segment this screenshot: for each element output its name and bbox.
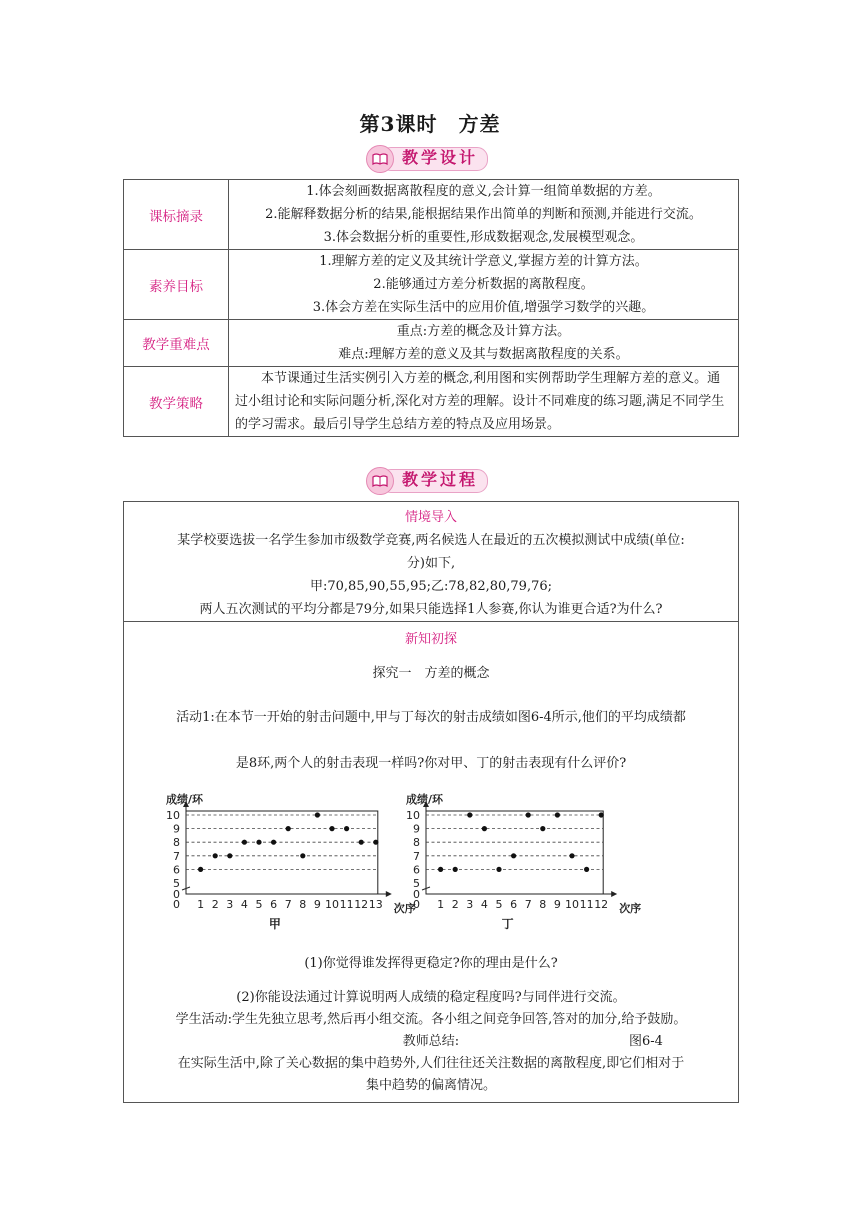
- y-tick-label: 10: [166, 809, 180, 822]
- data-point: [453, 867, 458, 872]
- data-point: [213, 853, 218, 858]
- explore-subheading: 探究一 方差的概念: [372, 666, 490, 681]
- y-tick-label: 5: [173, 877, 180, 890]
- data-point: [511, 853, 516, 858]
- teacher-summary-label: 教师总结:: [402, 1034, 460, 1049]
- chart-ding: [398, 789, 642, 941]
- student-activity: 学生活动:学生先独立思考,然后再小组交流。各小组之间竞争回答,答对的加分,给予鼓励。: [175, 1012, 687, 1027]
- question-1: (1)你觉得谁发挥得更稳定?你的理由是什么?: [304, 956, 558, 971]
- x-tick-label: 2: [451, 898, 459, 911]
- text-line: 3.体会数据分析的重要性,形成数据观念,发展模型观念。: [323, 230, 644, 245]
- text-line: 3.体会方差在实际生活中的应用价值,增强学习数学的兴趣。: [312, 300, 655, 315]
- summary-text: 集中趋势的偏离情况。: [365, 1078, 496, 1093]
- x-tick-label: 13: [368, 898, 383, 911]
- chart-jia: [158, 789, 416, 941]
- row-header-keypoints: 教学重难点: [124, 320, 229, 367]
- explore-heading: 新知初探: [404, 632, 457, 647]
- x-tick-label: 7: [284, 898, 292, 911]
- y-tick-label: 10: [406, 809, 420, 822]
- data-point: [286, 826, 291, 831]
- x-tick-label: 10: [325, 898, 339, 911]
- x-tick-label: 9: [553, 898, 561, 911]
- data-point: [555, 812, 560, 817]
- data-point: [344, 826, 349, 831]
- banner-label: 教学设计: [402, 148, 479, 167]
- data-point: [467, 812, 472, 817]
- banner-label: 教学过程: [402, 470, 479, 489]
- intro-heading: 情境导入: [404, 510, 457, 525]
- x-axis-label: 次序: [619, 902, 642, 915]
- y-tick-label: 0: [173, 888, 180, 901]
- data-point: [329, 826, 334, 831]
- x-tick-label: 4: [240, 898, 248, 911]
- x-tick-label: 8: [299, 898, 307, 911]
- text-line: 2.能解释数据分析的结果,能根据结果作出简单的判断和预测,并能进行交流。: [265, 207, 702, 222]
- data-point: [569, 853, 574, 858]
- chart-title: 丁: [501, 917, 514, 931]
- x-tick-label: 9: [313, 898, 321, 911]
- strategy-content: 本节课通过生活实例引入方差的概念,利用图和实例帮助学生理解方差的意义。通过小组讨论和实际问题分析,深化对方差的理解。设计不同难度的练习题,满足不同学生的学习需求。最后引导学生总结方差的特点及应用场景。: [229, 367, 739, 437]
- text-line: 1.体会刻画数据离散程度的意义,会计算一组简单数据的方差。: [306, 184, 661, 199]
- row-header-goals: 素养目标: [124, 250, 229, 320]
- x-tick-label: 5: [255, 898, 263, 911]
- data-point: [599, 812, 604, 817]
- data-point: [256, 840, 261, 845]
- activity-text: 活动1:在本节一开始的射击问题中,甲与丁每次的射击成绩如图6-4所示,他们的平均成绩都: [176, 710, 686, 725]
- x-axis-arrow: [386, 891, 392, 897]
- table-row: [124, 250, 739, 320]
- chart-jia-svg: [158, 789, 416, 937]
- y-tick-label: 7: [413, 849, 420, 863]
- intro-question: 两人五次测试的平均分都是79分,如果只能选择1人参赛,你认为谁更合适?为什么?: [199, 602, 663, 617]
- question-2: (2)你能设法通过计算说明两人成绩的稳定程度吗?与同伴进行交流。: [236, 990, 626, 1005]
- x-tick-label: 5: [495, 898, 503, 911]
- activity-text: 是8环,两个人的射击表现一样吗?你对甲、丁的射击表现有什么评价?: [235, 756, 627, 771]
- row-header-standards: 课标摘录: [124, 180, 229, 250]
- x-tick-label: 6: [510, 898, 518, 911]
- figure-caption: 图6-4: [629, 1034, 663, 1049]
- data-point: [359, 840, 364, 845]
- plot-frame: [426, 811, 603, 894]
- data-point: [271, 840, 276, 845]
- x-axis-label: 次序: [393, 902, 416, 915]
- y-tick-label: 5: [413, 877, 420, 890]
- chart-title: 甲: [268, 917, 281, 931]
- text-line: 1.理解方差的定义及其统计学意义,掌握方差的计算方法。: [319, 254, 648, 269]
- summary-text: 在实际生活中,除了关心数据的集中趋势外,人们往往还关注数据的离散程度,即它们相对于: [177, 1056, 685, 1071]
- intro-data: 甲:70,85,90,55,95;乙:78,82,80,79,76;: [310, 579, 552, 594]
- data-point: [438, 867, 443, 872]
- text-line: 难点:理解方差的意义及其与数据离散程度的关系。: [338, 347, 629, 362]
- x-tick-label: 11: [339, 898, 354, 911]
- row-header-strategy: 教学策略: [124, 367, 229, 437]
- book-icon: [366, 145, 394, 173]
- x-tick-label: 6: [270, 898, 278, 911]
- y-tick-label: 7: [173, 849, 180, 863]
- data-point: [242, 840, 247, 845]
- x-tick-label: 3: [466, 898, 474, 911]
- x-origin-label: 0: [413, 898, 420, 911]
- x-tick-label: 10: [565, 898, 579, 911]
- y-tick-label: 6: [413, 863, 420, 877]
- intro-section: [124, 502, 738, 622]
- x-tick-label: 2: [211, 898, 219, 911]
- table-row: [124, 320, 739, 367]
- x-tick-label: 1: [437, 898, 445, 911]
- data-point: [198, 867, 203, 872]
- page-title: 第3课时 方差: [359, 112, 501, 136]
- standards-content: [229, 180, 739, 250]
- data-point: [227, 853, 232, 858]
- intro-text: 分)如下,: [406, 556, 456, 571]
- table-row: [124, 180, 739, 250]
- x-tick-label: 7: [524, 898, 532, 911]
- x-tick-label: 8: [539, 898, 547, 911]
- data-point: [373, 840, 378, 845]
- teaching-process-banner: [366, 467, 488, 493]
- data-point: [496, 867, 501, 872]
- book-icon: [366, 467, 394, 495]
- x-tick-label: 11: [579, 898, 594, 911]
- data-point: [482, 826, 487, 831]
- x-tick-label: 12: [594, 898, 609, 911]
- plot-frame: [186, 811, 378, 894]
- teaching-design-table: [123, 179, 739, 437]
- keypoints-content: [229, 320, 739, 367]
- y-axis-label: 成绩/环: [406, 793, 444, 806]
- goals-content: [229, 250, 739, 320]
- data-point: [526, 812, 531, 817]
- x-origin-label: 0: [173, 898, 180, 911]
- x-tick-label: 1: [197, 898, 205, 911]
- y-tick-label: 9: [173, 822, 180, 836]
- text-line: 重点:方差的概念及计算方法。: [396, 324, 571, 339]
- data-point: [315, 812, 320, 817]
- chart-ding-svg: [398, 789, 642, 937]
- data-point: [300, 853, 305, 858]
- y-tick-label: 6: [173, 863, 180, 877]
- y-tick-label: 9: [413, 822, 420, 836]
- y-axis-label: 成绩/环: [166, 793, 204, 806]
- x-axis-arrow: [611, 891, 617, 897]
- table-row: [124, 367, 739, 437]
- x-tick-label: 4: [480, 898, 488, 911]
- y-tick-label: 8: [413, 836, 420, 850]
- x-tick-label: 3: [226, 898, 234, 911]
- y-tick-label: 8: [173, 836, 180, 850]
- data-point: [540, 826, 545, 831]
- text-line: 2.能够通过方差分析数据的离散程度。: [373, 277, 594, 292]
- intro-text: 某学校要选拔一名学生参加市级数学竞赛,两名候选人在最近的五次模拟测试中成绩(单位:: [177, 533, 685, 548]
- x-tick-label: 12: [354, 898, 369, 911]
- y-tick-label: 0: [413, 888, 420, 901]
- data-point: [584, 867, 589, 872]
- teaching-design-banner: [366, 145, 488, 171]
